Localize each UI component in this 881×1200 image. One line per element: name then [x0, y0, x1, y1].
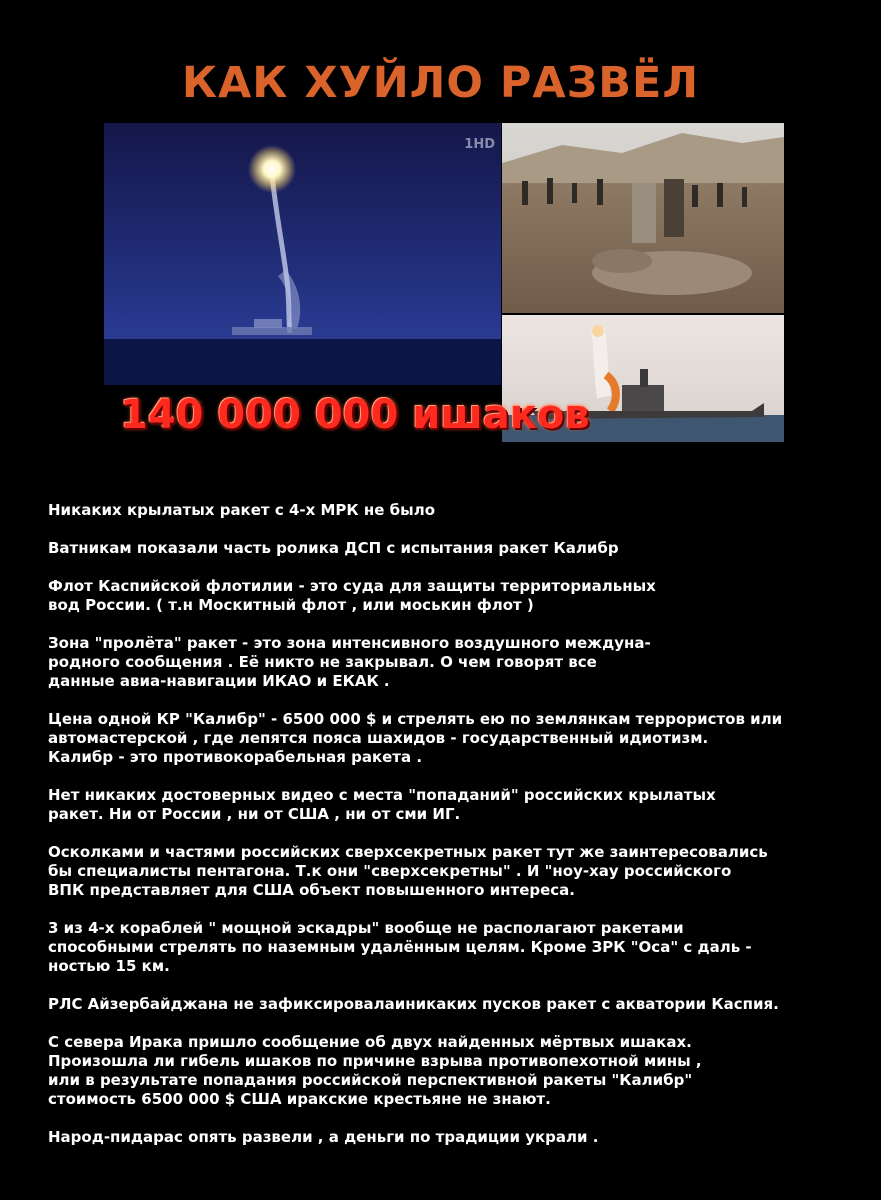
paragraph: 3 из 4-х кораблей " мощной эскадры" вообще не располагают ракетами способными стрелять по наземным удалённым целям. Кроме ЗРК "Оса" с даль - ностью 15 км. — [48, 919, 752, 975]
article-body — [48, 501, 848, 1166]
paragraph: Флот Каспийской флотилии - это суда для защиты территориальных вод России. ( т.н Москитный флот , или моськин флот ) — [48, 577, 656, 614]
paragraph: РЛС Айзербайджана не зафиксировалаиникаких пусков ракет с акватории Каспия. — [48, 995, 779, 1013]
dead-donkeys-photo — [502, 123, 784, 313]
paragraph: Осколками и частями российских сверхсекретных ракет тут же заинтересовались бы специалисты пентагона. Т.к они "сверхсекретны" . И "ноу-хау российского ВПК представляет для США объект повышенного интереса. — [48, 843, 768, 899]
tv-channel-watermark: 1HD — [464, 137, 495, 152]
paragraph: Нет никаких достоверных видео с места "попаданий" российских крылатых ракет. Ни от России , ни от США , ни от сми ИГ. — [48, 786, 716, 823]
paragraph: Зона "пролёта" ракет - это зона интенсивного воздушного междуна- родного сообщения . Её никто не закрывал. О чем говорят все данные авиа-навигации ИКАО и ЕКАК . — [48, 634, 651, 690]
paragraph: Цена одной КР "Калибр" - 6500 000 $ и стрелять ею по землянкам террористов или автомастерской , где лепятся пояса шахидов - государственный идиотизм. Калибр - это противокорабельная ракета . — [48, 710, 783, 766]
paragraph: Никаких крылатых ракет с 4-х МРК не было — [48, 501, 435, 519]
paragraph: Народ-пидарас опять развели , а деньги по традиции украли . — [48, 1128, 599, 1146]
headline-donkey-count: 140 000 000 ишаков — [120, 392, 590, 438]
paragraph: Ватникам показали часть ролика ДСП с испытания ракет Калибр — [48, 539, 619, 557]
paragraph: С севера Ирака пришло сообщение об двух найденных мёртвых ишаках. Произошла ли гибель ишаков по причине взрыва противопехотной мины , или в результате попадания российской перспективной ракеты "Калибр" стоимость 6500 000 $ США иракские крестьяне не знают. — [48, 1033, 702, 1108]
page-title: КАК ХУЙЛО РАЗВЁЛ — [181, 58, 700, 108]
missile-launch-photo — [104, 123, 501, 385]
